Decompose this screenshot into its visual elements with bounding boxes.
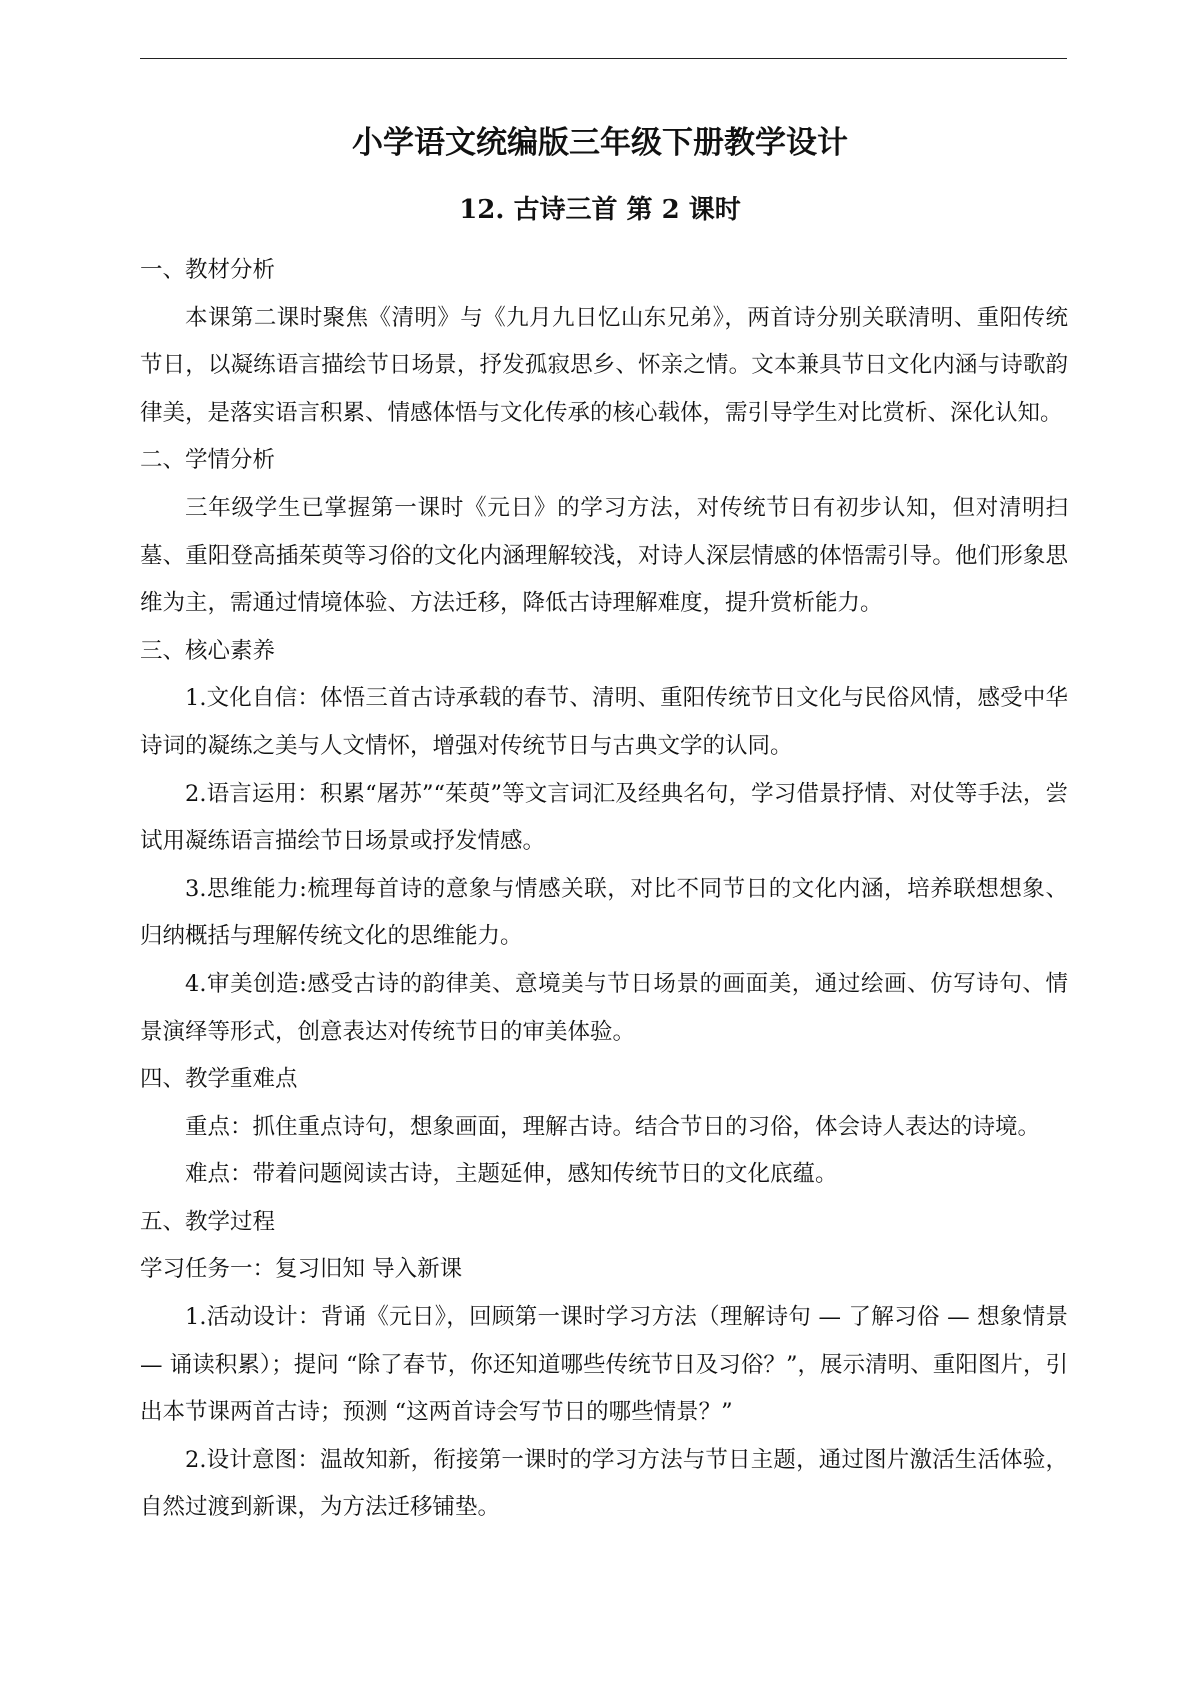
section-heading-core-literacy: 三、核心素养	[140, 637, 276, 664]
section-heading-learner-analysis: 二、学情分析	[140, 447, 276, 474]
core-literacy-item-3: 3.思维能力:梳理每首诗的意象与情感关联，对比不同节日的文化内涵，培养联想想象、归纳概括与理解传统文化的思维能力。	[140, 875, 1068, 950]
key-points-paragraph: 重点：抓住重点诗句，想象画面，理解古诗。结合节日的习俗，体会诗人表达的诗境。	[185, 1113, 1041, 1140]
design-intent-paragraph: 2.设计意图：温故知新，衔接第一课时的学习方法与节日主题，通过图片激活生活体验，自然过渡到新课，为方法迁移铺垫。	[140, 1446, 1068, 1521]
core-literacy-item-4: 4.审美创造:感受古诗的韵律美、意境美与节日场景的画面美，通过绘画、仿写诗句、情景演绎等形式，创意表达对传统节日的审美体验。	[140, 970, 1068, 1045]
activity-design-paragraph: 1.活动设计：背诵《元日》，回顾第一课时学习方法（理解诗句 — 了解习俗 — 想象情景 — 诵读积累）；提问 “除了春节，你还知道哪些传统节日及习俗？”，展示清明、重阳图片，引出本节课两首古诗；预测 “这两首诗会写节日的哪些情景？”	[140, 1304, 1068, 1426]
core-literacy-item-1: 1.文化自信：体悟三首古诗承载的春节、清明、重阳传统节日文化与民俗风情，感受中华诗词的凝练之美与人文情怀，增强对传统节日与古典文学的认同。	[140, 685, 1068, 759]
document-subtitle: 12. 古诗三首 第 2 课时	[459, 195, 741, 225]
learner-analysis-paragraph: 三年级学生已掌握第一课时《元日》的学习方法，对传统节日有初步认知，但对清明扫墓、重阳登高插茱萸等习俗的文化内涵理解较浅，对诗人深层情感的体悟需引导。他们形象思维为主，需通过情境体验、方法迁移，降低古诗理解难度，提升赏析能力。	[140, 494, 1068, 617]
difficult-points-paragraph: 难点：带着问题阅读古诗，主题延伸，感知传统节日的文化底蕴。	[185, 1161, 838, 1188]
section-heading-textbook-analysis: 一、教材分析	[140, 257, 276, 283]
core-literacy-item-2: 2.语言运用：积累“屠苏”“茱萸”等文言词汇及经典名句，学习借景抒情、对仗等手法，尝试用凝练语言描绘节日场景或抒发情感。	[140, 780, 1068, 855]
learning-task-1-heading: 学习任务一：复习旧知 导入新课	[140, 1256, 463, 1283]
textbook-analysis-paragraph: 本课第二课时聚焦《清明》与《九月九日忆山东兄弟》，两首诗分别关联清明、重阳传统节日，以凝练语言描绘节日场景，抒发孤寂思乡、怀亲之情。文本兼具节日文化内涵与诗歌韵律美，是落实语言积累、情感体悟与文化传承的核心载体，需引导学生对比赏析、深化认知。	[140, 304, 1068, 426]
section-heading-key-difficulties: 四、教学重难点	[140, 1066, 298, 1093]
document-title: 小学语文统编版三年级下册教学设计	[352, 125, 848, 161]
section-heading-teaching-process: 五、教学过程	[140, 1208, 276, 1235]
document-body	[140, 247, 1068, 1532]
header-rule	[140, 58, 1067, 59]
